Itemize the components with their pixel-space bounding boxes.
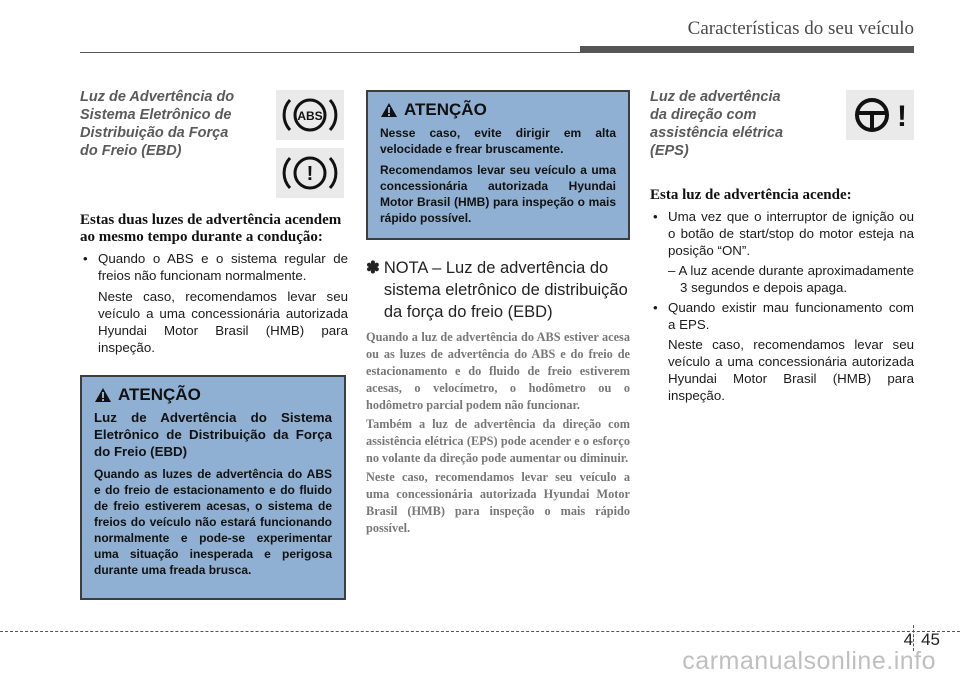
warning-subtitle: Luz de Advertência do Sistema Eletrônico de Distribuição da Força do Freio (EBD) bbox=[94, 410, 332, 459]
page-number-value: 45 bbox=[921, 630, 940, 649]
nota-symbol-icon: ✽ bbox=[366, 259, 380, 277]
title-line: Sistema Eletrônico de bbox=[80, 107, 232, 123]
bullet-text: Quando existir mau funcionamento com a EPS. bbox=[668, 300, 914, 332]
warning-body: Quando as luzes de advertência do ABS e do freio de estacionamento e do fluido de freio estiverem acesas, o sistema de freios do veículo não estará funcionando normalmente e pode-se experimentar uma situação inesperada e perigosa durante uma freada brusca. bbox=[94, 467, 332, 577]
header-title: Características do seu veículo bbox=[687, 18, 914, 39]
bullet-text: Quando o ABS e o sistema regular de freios não funcionam normalmente. bbox=[98, 251, 348, 283]
list-item bbox=[80, 250, 348, 284]
watermark: carmanualsonline.info bbox=[682, 647, 936, 675]
subhead-ebd: Estas duas luzes de advertência acendem ao mesmo tempo durante a condução: bbox=[80, 212, 342, 245]
footer-rule bbox=[0, 631, 960, 632]
nota-section bbox=[366, 257, 630, 537]
warning-triangle-icon bbox=[94, 387, 112, 403]
list-item bbox=[650, 299, 914, 333]
list-item bbox=[650, 208, 914, 259]
title-line: assistência elétrica bbox=[650, 125, 784, 141]
nota-title: NOTA – Luz de advertência do sistema eletrônico de distribuição da força do freio (EBD) bbox=[383, 259, 628, 321]
nota-paragraph: Também a luz de advertência da direção com assistência elétrica (EPS) pode acender e o esforço no volante da direção pode aumentar ou diminuir. bbox=[366, 417, 630, 465]
svg-text:!: ! bbox=[897, 100, 907, 133]
title-line: Luz de advertência bbox=[650, 89, 781, 105]
warning-body: Recomendamos levar seu veículo a uma concessionária autorizada Hyundai Motor Brasil (HMB) para inspeção o mais rápido possível. bbox=[380, 163, 616, 225]
nota-paragraph: Quando a luz de advertência do ABS estiver acesa ou as luzes de advertência do ABS e do freio de estacionamento e do fluido de freio estiverem acesas, o velocímetro, o hodômetro ou o hodômetro parcial podem não funcionar. bbox=[366, 330, 630, 412]
bullet-text: Uma vez que o interruptor de ignição ou o botão de start/stop do motor esteja na posição “ON”. bbox=[668, 209, 914, 258]
warning-header bbox=[94, 385, 332, 405]
warning-body: Nesse caso, evite dirigir em alta velocidade e frear bruscamente. bbox=[380, 126, 616, 156]
dash-item: – A luz acende durante aproximadamente 3 segundos e depois apaga. bbox=[668, 263, 914, 295]
header-bar bbox=[580, 46, 914, 53]
svg-text:!: ! bbox=[306, 163, 314, 185]
svg-text:ABS: ABS bbox=[297, 109, 323, 123]
header-rule bbox=[80, 52, 580, 53]
brake-warning-icon bbox=[276, 148, 344, 198]
ebd-body bbox=[80, 212, 348, 356]
title-line: (EPS) bbox=[650, 143, 689, 159]
warning-title: ATENÇÃO bbox=[118, 385, 201, 404]
nota-paragraph: Neste caso, recomendamos levar seu veículo a uma concessionária autorizada Hyundai Motor Brasil (HMB) para inspeção o mais rápido possível. bbox=[366, 470, 630, 535]
title-line: do Freio (EBD) bbox=[80, 143, 182, 159]
abs-warning-icon bbox=[276, 90, 344, 140]
warning-header bbox=[380, 100, 616, 120]
warning-title: ATENÇÃO bbox=[404, 100, 487, 119]
subhead-eps: Esta luz de advertência acende: bbox=[650, 187, 852, 203]
title-line: da direção com bbox=[650, 107, 757, 123]
paragraph: Neste caso, recomendamos levar seu veículo a uma concessionária autorizada Hyundai Motor Brasil (HMB) para inspeção. bbox=[668, 337, 914, 403]
eps-body bbox=[650, 187, 914, 404]
warning-box-speed bbox=[366, 90, 630, 240]
warning-box-ebd bbox=[80, 375, 346, 600]
title-line: Luz de Advertência do bbox=[80, 89, 235, 105]
paragraph: Neste caso, recomendamos levar seu veículo a uma concessionária autorizada Hyundai Motor Brasil (HMB) para inspeção. bbox=[98, 289, 348, 355]
title-line: Distribuição da Força bbox=[80, 125, 229, 141]
chapter-number: 4 bbox=[903, 630, 914, 649]
steering-warning-icon bbox=[846, 90, 914, 140]
warning-triangle-icon bbox=[380, 102, 398, 118]
